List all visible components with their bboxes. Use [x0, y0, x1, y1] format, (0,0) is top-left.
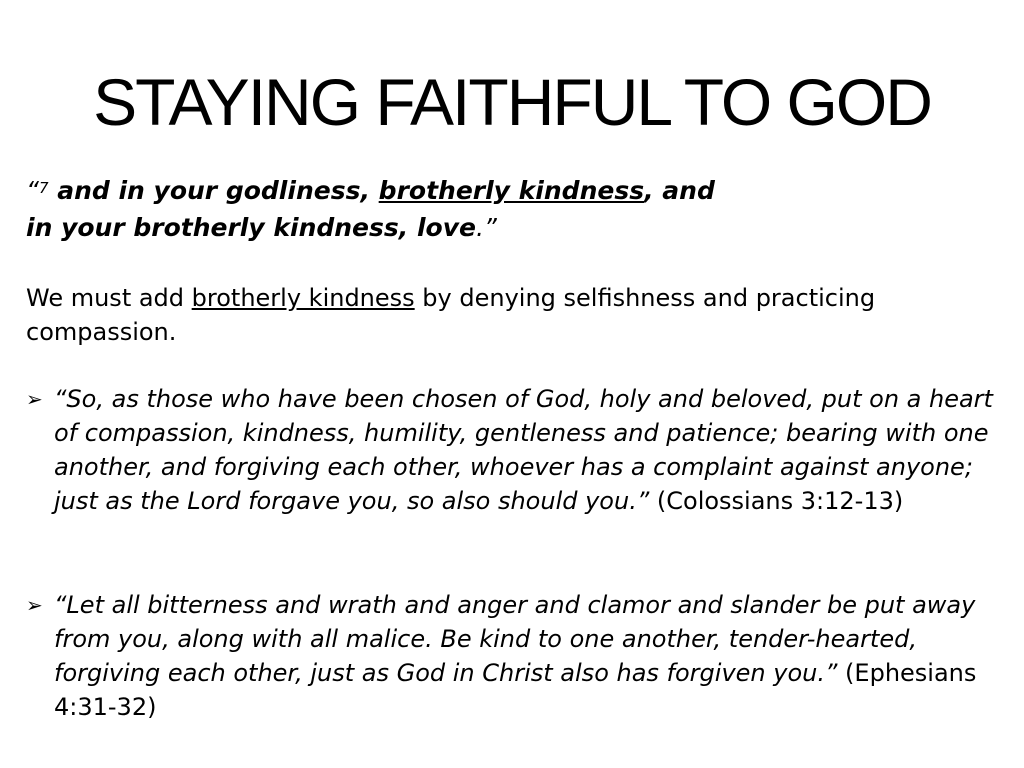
bullet-reference: (Ephesians 4:31-32) — [54, 659, 977, 721]
bullet-reference: (Colossians 3:12-13) — [649, 487, 904, 515]
bullet-quote: “Let all bitterness and wrath and anger and clamor and slander be put away from you, along with all malice. Be kind to one another, tender-hearted, forgiving each other, just as God in Christ also has forgiven you.” — [54, 591, 976, 687]
intro-underlined-phrase: brotherly kindness — [191, 284, 415, 312]
verse-quote — [26, 172, 1006, 246]
arrow-bullet-icon: ➢ — [26, 387, 43, 411]
bullet-body — [54, 382, 996, 518]
arrow-bullet-icon: ➢ — [26, 593, 43, 617]
verse-number: 7 — [38, 179, 49, 197]
verse-text-part2: , and — [644, 176, 715, 205]
bullet-item-ephesians — [26, 588, 996, 724]
bullet-quote: “So, as those who have been chosen of God, holy and beloved, put on a heart of compassion, kindness, humility, gentleness and patience; bearing with one another, and forgiving each other, whoever has a complaint against anyone; just as the Lord forgave you, so also should you.” — [54, 385, 993, 515]
intro-paragraph — [26, 281, 1006, 349]
verse-close-quote: .” — [475, 213, 497, 242]
bullet-body — [54, 588, 996, 724]
intro-text-before: We must add — [26, 284, 192, 312]
intro-text-after: by denying selfishness and practicing compassion. — [26, 284, 876, 346]
bullet-item-colossians — [26, 382, 996, 518]
verse-text-part1: and in your godliness, — [48, 176, 379, 205]
verse-text-line2: in your brotherly kindness, love — [26, 213, 476, 242]
slide-title: STAYING FAITHFUL TO GOD — [93, 65, 931, 139]
verse-open-quote: “ — [26, 176, 39, 205]
verse-underlined-phrase: brotherly kindness — [378, 176, 645, 205]
